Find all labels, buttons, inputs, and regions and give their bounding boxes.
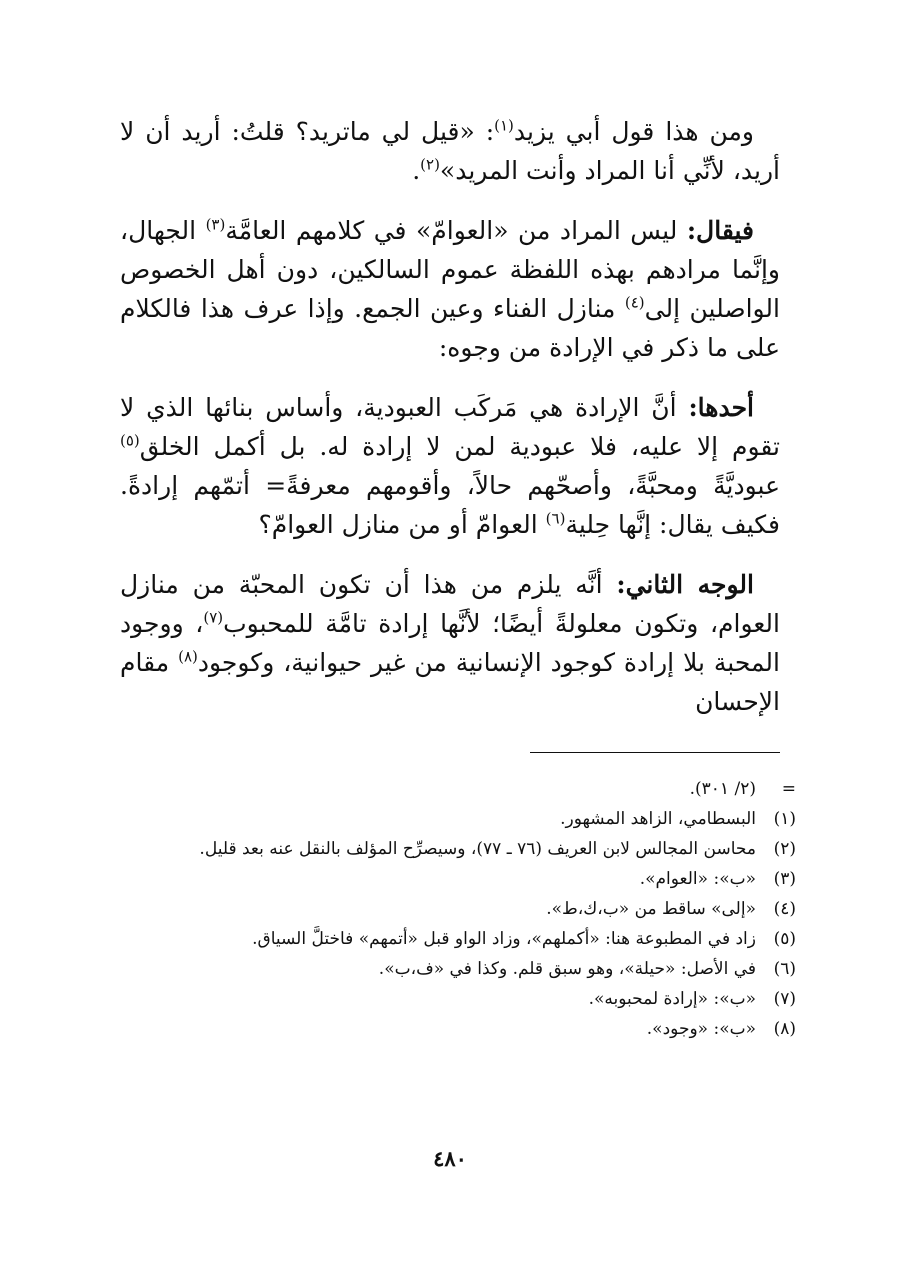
- footnote-ref-7[interactable]: (٧): [203, 608, 224, 627]
- footnote-text: البسطامي، الزاهد المشهور.: [560, 809, 756, 829]
- text-run: أنَّه يلزم من هذا أن تكون المحبّة من منازل العوام، وتكون معلولةً أيضًا؛ لأنَّها إرادة تامَّة للمحبوب: [120, 570, 780, 638]
- footnote-text: «ب»: «إرادة لمحبوبه».: [588, 989, 756, 1009]
- text-run: منازل الفناء وعين الجمع. وإذا عرف هذا فالكلام على ما ذكر في الإرادة من وجوه:: [120, 294, 780, 362]
- continuation-text: (٢/ ٣٠١).: [689, 779, 756, 799]
- text-run: عبوديَّةً ومحبَّةً، وأصحّهم حالاً، وأقومهم معرفةً= أتمّهم إرادةً. فكيف يقال: إنَّها حِلية: [120, 471, 780, 539]
- footnote-text: «ب»: «وجود».: [646, 1019, 756, 1039]
- text-run: الجهال، وإنَّما مرادهم بهذه اللفظة عموم السالكين، دون أهل الخصوص الواصلين إلى: [120, 216, 780, 323]
- text-run: ومن هذا قول أبي يزيد: [513, 117, 754, 146]
- text-run: مقام الإحسان: [120, 648, 780, 716]
- footnote-number: (٤): [773, 899, 796, 919]
- footnotes: [120, 774, 796, 1044]
- footnote-text: زاد في المطبوعة هنا: «أكملهم»، وزاد الواو قبل «أتمهم» فاختلَّ السياق.: [252, 929, 756, 949]
- footnote-text: «إلى» ساقط من «ب،ك،ط».: [546, 899, 756, 919]
- footnote-divider: [530, 752, 780, 753]
- footnote-ref-3[interactable]: (٣): [205, 215, 226, 234]
- footnote-continuation: [120, 774, 796, 804]
- footnote-item: [120, 924, 796, 954]
- footnote-text: محاسن المجالس لابن العريف (٧٦ ـ ٧٧)، وسيصرِّح المؤلف بالنقل عنه بعد قليل.: [199, 839, 756, 859]
- paragraph-3: [120, 388, 780, 544]
- text-run: ، ووجود المحبة بلا إرادة كوجود الإنسانية من غير حيوانية، وكوجود: [120, 609, 780, 677]
- text-run: : «قيل لي ماتريد؟ قلتُ: أريد أن لا أريد، لأنِّي أنا المراد وأنت المريد»: [120, 117, 780, 185]
- paragraph-4: [120, 565, 780, 721]
- footnote-item: [120, 954, 796, 984]
- footnote-item: [120, 804, 796, 834]
- text-run: العوامّ أو من منازل العوامّ؟: [258, 510, 546, 539]
- footnote-number: (٢): [773, 839, 796, 859]
- footnote-ref-8[interactable]: (٨): [178, 647, 198, 666]
- footnote-text: في الأصل: «حيلة»، وهو سبق قلم. وكذا في «ف،ب».: [378, 959, 756, 979]
- text-run: أنَّ الإرادة هي مَركَب العبودية، وأساس بنائها الذي لا تقوم إلا عليه، فلا عبودية لمن لا إرادة له. بل أكمل الخلق: [120, 393, 780, 461]
- footnote-item: [120, 834, 796, 864]
- footnote-number: (٥): [773, 929, 796, 949]
- footnote-number: (٦): [773, 959, 796, 979]
- text-run: ليس المراد من «العوامّ» في كلامهم العامَّة: [225, 216, 687, 245]
- paragraph-lead: أحدها:: [688, 393, 754, 422]
- footnote-list: [120, 804, 796, 1044]
- footnote-item: [120, 894, 796, 924]
- continuation-mark: =: [781, 779, 796, 799]
- paragraph-2: [120, 211, 780, 367]
- footnote-number: (٣): [773, 869, 796, 889]
- paragraph-1: [120, 112, 780, 190]
- footnote-number: (٧): [773, 989, 796, 1009]
- text-run: .: [412, 156, 421, 185]
- footnote-item: [120, 864, 796, 894]
- footnote-ref-6[interactable]: (٦): [545, 509, 566, 528]
- footnote-ref-2[interactable]: (٢): [420, 155, 440, 174]
- footnote-ref-4[interactable]: (٤): [624, 293, 645, 312]
- main-text: [120, 112, 780, 742]
- paragraph-lead: فيقال:: [686, 216, 754, 245]
- footnote-number: (٨): [773, 1019, 796, 1039]
- footnote-ref-1[interactable]: (١): [494, 116, 514, 135]
- footnote-item: [120, 984, 796, 1014]
- page-number: ٤٨٠: [433, 1146, 467, 1171]
- footnote-ref-5[interactable]: (٥): [120, 431, 140, 450]
- footnote-number: (١): [773, 809, 796, 829]
- footnote-text: «ب»: «العوام».: [639, 869, 756, 889]
- footnote-item: [120, 1014, 796, 1044]
- paragraph-lead: الوجه الثاني:: [616, 570, 754, 599]
